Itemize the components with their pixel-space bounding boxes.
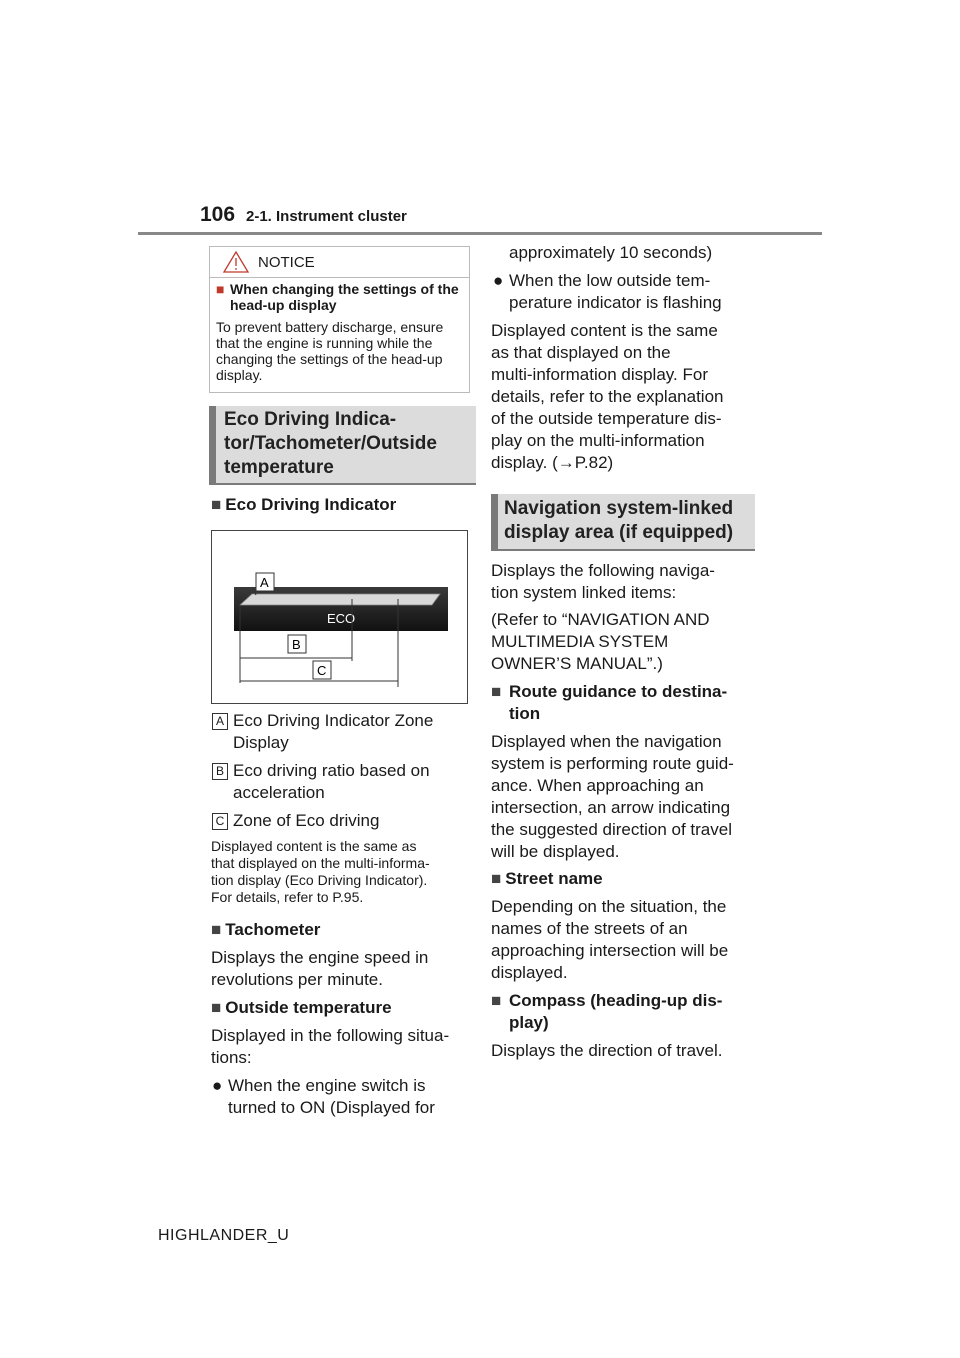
square-bullet-icon: ■ xyxy=(211,998,222,1017)
subheading-eco-indicator: ■ Eco Driving Indicator xyxy=(211,495,397,514)
notice-box: NOTICE ■ When changing the settings of the head-up display To prevent battery discharge, ensure that the engine is running while the changing the settings of the head-up display. xyxy=(209,246,470,393)
svg-text:C: C xyxy=(317,663,327,678)
subheading-outside-temperature: ■ Outside temperature xyxy=(211,998,392,1017)
legend-item-c: C Zone of Eco driving xyxy=(212,810,467,832)
notice-label: NOTICE xyxy=(258,254,315,271)
header-divider xyxy=(138,232,822,235)
street-name-text: Depending on the situation, the names of the streets of an approaching intersection will be displayed. xyxy=(491,897,729,982)
subheading-route-guidance: ■ Route guidance to destina- tion xyxy=(491,682,728,723)
eco-indicator-note: Displayed content is the same as that displayed on the multi-informa- tion display (Eco Driving Indicator). For details, refer to P.95. xyxy=(211,838,430,905)
heading-eco-driving: Eco Driving Indica- tor/Tachometer/Outside temperature xyxy=(209,406,476,485)
outside-temp-intro: Displayed in the following situa- tions: xyxy=(211,1026,450,1067)
tachometer-text: Displays the engine speed in revolutions per minute. xyxy=(211,948,429,989)
bullet-engine-on: ● When the engine switch is turned to ON (Displayed for xyxy=(212,1076,435,1117)
square-bullet-icon: ■ xyxy=(491,682,502,701)
eco-indicator-figure xyxy=(211,530,468,704)
page-reference-link[interactable]: display. (→P.82) xyxy=(491,453,614,472)
outside-temp-description: Displayed content is the same as that displayed on the multi-information display. For details, refer to the explanation of the outside temperature dis- play on the multi-information display. (→P.82) xyxy=(491,320,751,474)
subheading-compass: ■ Compass (heading-up dis- play) xyxy=(491,991,723,1032)
square-bullet-icon: ■ xyxy=(211,920,222,939)
square-bullet-icon: ■ xyxy=(491,869,502,888)
subheading-tachometer: ■ Tachometer xyxy=(211,920,321,939)
nav-reference: (Refer to “NAVIGATION AND MULTIMEDIA SYSTEM OWNER’S MANUAL”.) xyxy=(491,610,710,673)
square-bullet-icon: ■ xyxy=(491,991,502,1010)
svg-text:B: B xyxy=(292,637,301,652)
square-bullet-icon: ■ xyxy=(216,281,225,297)
callout-c-label: C xyxy=(212,813,228,830)
warning-triangle-icon xyxy=(223,251,249,278)
page-number: 106 xyxy=(200,203,236,226)
eco-indicator-illustration xyxy=(212,531,467,703)
section-title: 2-1. Instrument cluster xyxy=(246,208,407,225)
callout-b-label: B xyxy=(212,763,228,780)
notice-text: To prevent battery discharge, ensure that the engine is running while the changing the settings of the head-up display. xyxy=(216,319,444,383)
nav-intro: Displays the following naviga- tion system linked items: xyxy=(491,561,715,602)
footer-model: HIGHLANDER_U xyxy=(158,1227,290,1244)
subheading-street-name: ■ Street name xyxy=(491,869,603,888)
notice-header xyxy=(210,247,469,278)
bullet-dot-icon: ● xyxy=(212,1076,223,1095)
compass-text: Displays the direction of travel. xyxy=(491,1041,723,1060)
callout-a-label: A xyxy=(212,713,228,730)
bullet-low-temp: ● When the low outside tem- perature indicator is flashing xyxy=(493,271,722,312)
square-bullet-icon: ■ xyxy=(211,495,222,514)
legend-item-a: A Eco Driving Indicator Zone Display xyxy=(212,710,467,754)
heading-navigation: Navigation system-linked display area (if equipped) xyxy=(491,494,755,551)
bullet-engine-on-continued: approximately 10 seconds) xyxy=(509,243,713,262)
eco-label: ECO xyxy=(327,611,356,626)
route-guidance-text: Displayed when the navigation system is performing route guid- ance. When approaching an intersection, an arrow indicating the suggested direction of travel will be displayed. xyxy=(491,732,734,861)
legend-item-b: B Eco driving ratio based on acceleration xyxy=(212,760,467,804)
svg-text:A: A xyxy=(260,575,269,590)
bullet-dot-icon: ● xyxy=(493,271,504,290)
